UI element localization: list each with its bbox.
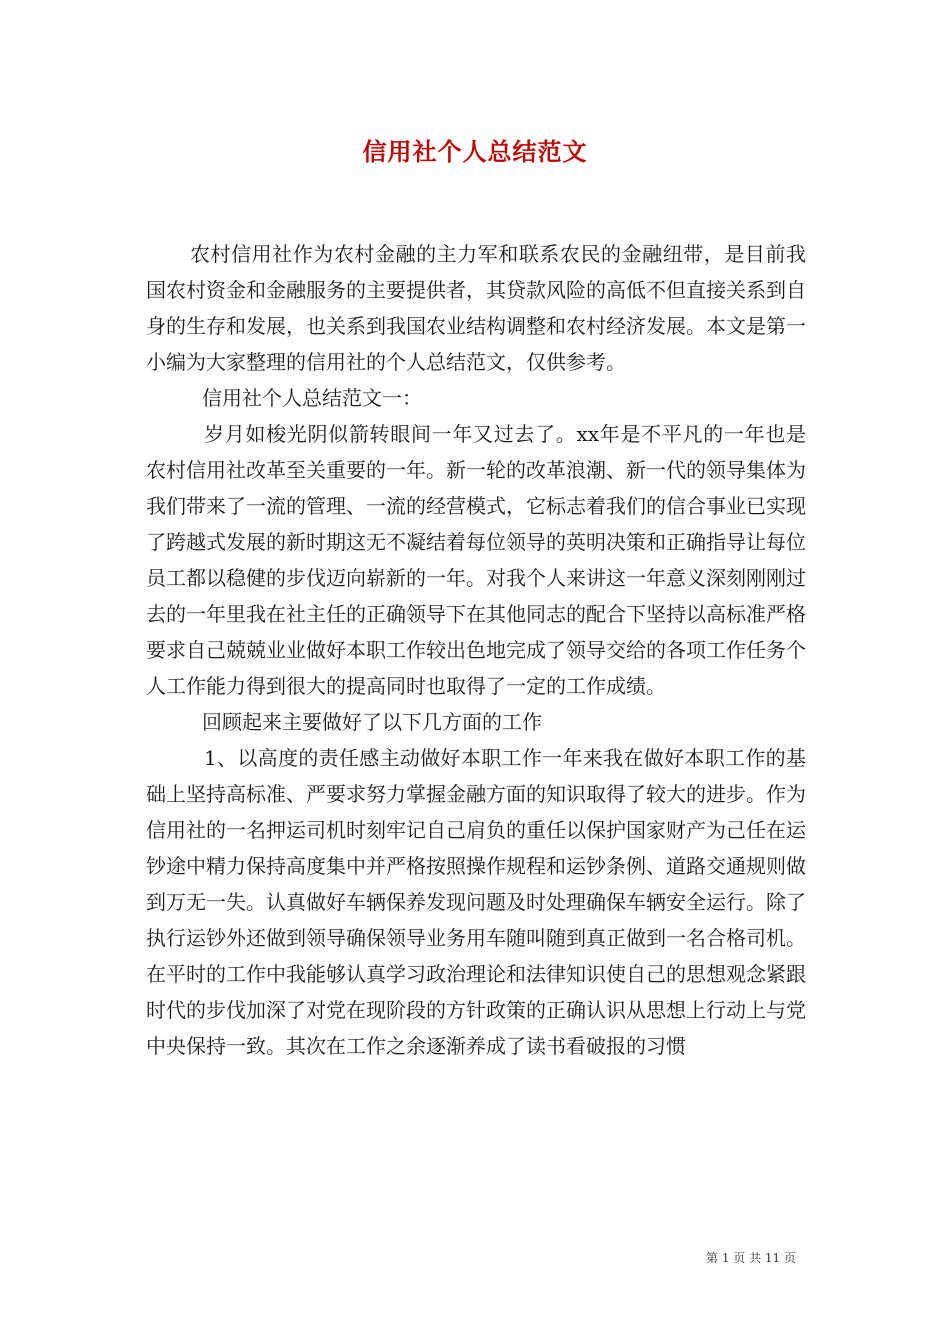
intro-paragraph: 农村信用社作为农村金融的主力军和联系农民的金融纽带，是目前我国农村资金和金融服务的主要提供者，其贷款风险的高低不但直接关系到自身的生存和发展，也关系到我国农业结构调整和农村经济发展。本文是第一小编为大家整理的信用社的个人总结范文，仅供参考。 (146, 242, 806, 374)
body-paragraph: 岁月如梭光阴似箭转眼间一年又过去了。xx年是不平凡的一年也是农村信用社改革至关重要的一年。新一轮的改革浪潮、新一代的领导集体为我们带来了一流的管理、一流的经营模式，它标志着我们的信合事业已实现了跨越式发展的新时期这无不凝结着每位领导的英明决策和正确指导让每位员工都以稳健的步伐迈向崭新的一年。对我个人来讲这一年意义深刻刚刚过去的一年里我在社主任的正确领导下在其他同志的配合下坚持以高标准严格要求自己兢兢业业做好本职工作较出色地完成了领导交给的各项工作任务个人工作能力得到很大的提高同时也取得了一定的工作成绩。 (146, 422, 806, 698)
subsection-heading: 回顾起来主要做好了以下几方面的工作 (202, 710, 542, 734)
section-heading: 信用社个人总结范文一： (202, 386, 422, 410)
page-number: 第 1 页 共 11 页 (706, 1251, 796, 1265)
document-body (146, 236, 806, 1064)
document-title: 信用社个人总结范文 (362, 137, 588, 166)
body-paragraph: 1、以高度的责任感主动做好本职工作一年来我在做好本职工作的基础上坚持高标准、严要求努力掌握金融方面的知识取得了较大的进步。作为信用社的一名押运司机时刻牢记自己肩负的重任以保护国家财产为己任在运钞途中精力保持高度集中并严格按照操作规程和运钞条例、道路交通规则做到万无一失。认真做好车辆保养发现问题及时处理确保车辆安全运行。除了执行运钞外还做到领导确保领导业务用车随叫随到真正做到一名合格司机。在平时的工作中我能够认真学习政治理论和法律知识使自己的思想观念紧跟时代的步伐加深了对党在现阶段的方针政策的正确认识从思想上行动上与党中央保持一致。其次在工作之余逐渐养成了读书看破报的习惯 (146, 746, 806, 1058)
